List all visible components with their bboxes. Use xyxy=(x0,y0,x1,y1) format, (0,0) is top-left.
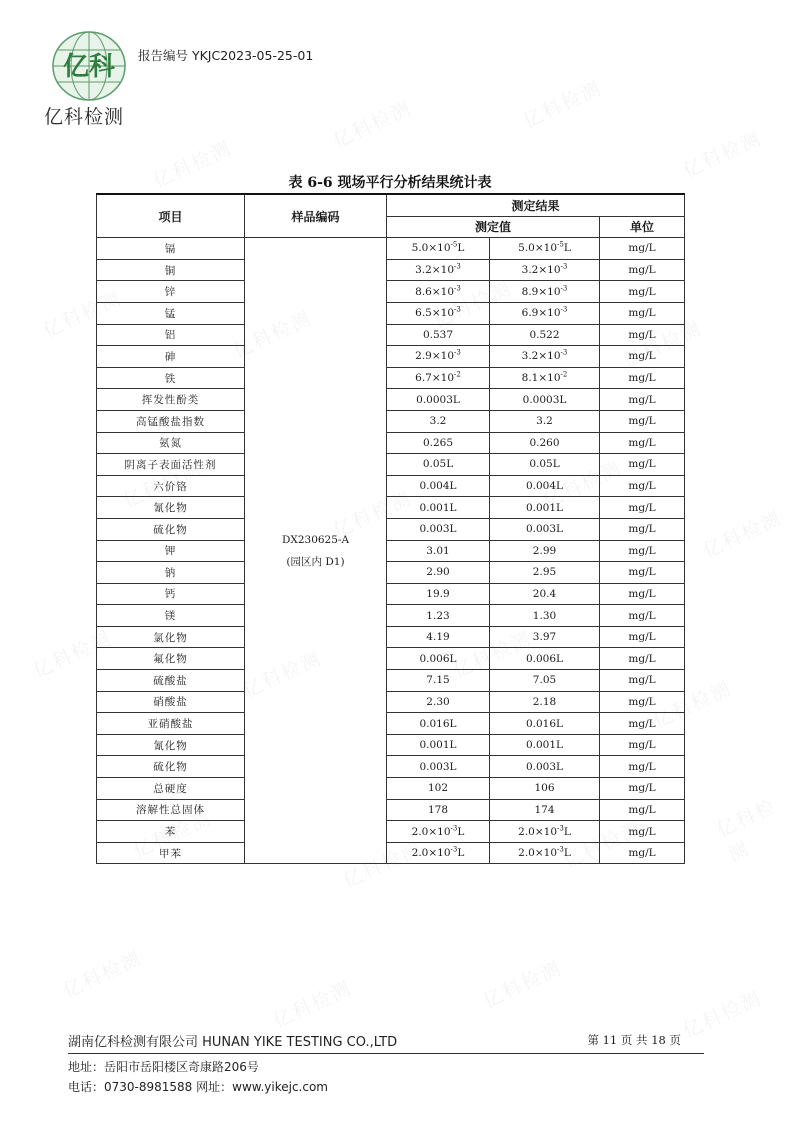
table-row xyxy=(97,367,685,389)
item-name: 砷 xyxy=(97,346,245,368)
table-row xyxy=(97,605,685,627)
value-base: 102 xyxy=(427,782,449,795)
unit-cell: mg/L xyxy=(600,670,685,692)
value-exponent: -2 xyxy=(560,370,568,379)
value-base: 2.99 xyxy=(532,544,557,557)
value-base: 3.2 xyxy=(429,415,447,428)
value-base: 0.001L xyxy=(525,501,564,514)
sample-location: (园区内 D1) xyxy=(286,555,345,568)
table-row xyxy=(97,756,685,778)
measured-value xyxy=(490,281,600,303)
value-base: 2.0×10 xyxy=(411,825,451,838)
item-name: 锌 xyxy=(97,281,245,303)
value-base: 2.0×10 xyxy=(518,847,558,860)
unit-cell: mg/L xyxy=(600,259,685,281)
value-base: 6.9×10 xyxy=(521,307,561,320)
value-base: 3.2×10 xyxy=(521,264,561,277)
watermark-text xyxy=(712,787,793,867)
watermark-text xyxy=(58,944,146,1004)
measured-value xyxy=(387,324,490,346)
measured-value xyxy=(490,583,600,605)
table-row xyxy=(97,562,685,584)
table-row xyxy=(97,713,685,735)
value-base: 0.265 xyxy=(422,436,454,449)
item-name: 亚硝酸盐 xyxy=(97,713,245,735)
item-name: 溶解性总固体 xyxy=(97,799,245,821)
value-base: 7.05 xyxy=(532,674,557,687)
measured-value xyxy=(387,626,490,648)
value-suffix: L xyxy=(563,825,571,838)
value-base: 19.9 xyxy=(426,587,450,600)
value-base: 8.9×10 xyxy=(521,285,561,298)
measured-value xyxy=(387,367,490,389)
item-name: 高锰酸盐指数 xyxy=(97,410,245,432)
table-row xyxy=(97,281,685,303)
value-base: 0.537 xyxy=(422,328,454,341)
unit-cell: mg/L xyxy=(600,475,685,497)
table-row xyxy=(97,778,685,800)
measured-value xyxy=(490,367,600,389)
unit-cell: mg/L xyxy=(600,497,685,519)
value-base: 5.0×10 xyxy=(411,242,451,255)
value-base: 2.0×10 xyxy=(518,825,558,838)
value-base: 3.01 xyxy=(426,544,450,557)
measured-value xyxy=(387,691,490,713)
table-row xyxy=(97,497,685,519)
value-suffix: L xyxy=(457,242,465,255)
page-number: 第 11 页 共 18 页 xyxy=(587,1033,681,1047)
measured-value xyxy=(490,475,600,497)
item-name: 六价铬 xyxy=(97,475,245,497)
measured-value xyxy=(490,713,600,735)
item-name: 总硬度 xyxy=(97,778,245,800)
unit-cell: mg/L xyxy=(600,367,685,389)
item-name: 硫化物 xyxy=(97,756,245,778)
value-exponent: -3 xyxy=(450,824,458,833)
value-base: 2.0×10 xyxy=(411,847,451,860)
value-base: 0.05L xyxy=(529,458,560,471)
value-exponent: -3 xyxy=(454,305,461,314)
unit-cell: mg/L xyxy=(600,842,685,864)
value-base: 0.001L xyxy=(525,739,564,752)
measured-value xyxy=(490,778,600,800)
watermark-text xyxy=(478,954,566,1014)
unit-cell: mg/L xyxy=(600,346,685,368)
value-exponent: -3 xyxy=(560,305,568,314)
value-base: 3.2 xyxy=(536,415,553,428)
unit-cell: mg/L xyxy=(600,454,685,476)
measured-value xyxy=(490,324,600,346)
value-exponent: -3 xyxy=(557,845,564,854)
value-base: 3.97 xyxy=(532,631,557,644)
logo-text: 亿科 xyxy=(62,52,116,82)
footer-contact: 电话：0730-8981588 网址：www.yikejc.com xyxy=(68,1080,328,1094)
value-base: 20.4 xyxy=(532,587,557,600)
value-base: 7.15 xyxy=(426,674,450,687)
results-table xyxy=(96,193,685,864)
measured-value xyxy=(490,238,600,260)
unit-cell: mg/L xyxy=(600,648,685,670)
measured-value xyxy=(387,302,490,324)
table-row xyxy=(97,583,685,605)
unit-cell: mg/L xyxy=(600,389,685,411)
watermark-text xyxy=(698,504,786,564)
item-name: 镉 xyxy=(97,238,245,260)
footer-company: 湖南亿科检测有限公司 HUNAN YIKE TESTING CO.,LTD xyxy=(68,1035,398,1050)
value-exponent: -3 xyxy=(454,262,461,271)
header-row xyxy=(97,194,685,216)
unit-cell: mg/L xyxy=(600,821,685,843)
measured-value xyxy=(387,670,490,692)
value-base: 2.90 xyxy=(426,566,450,579)
value-exponent: -3 xyxy=(454,284,461,293)
value-exponent: -3 xyxy=(450,845,458,854)
measured-value xyxy=(387,454,490,476)
watermark-text xyxy=(678,124,766,184)
table-row xyxy=(97,389,685,411)
unit-cell: mg/L xyxy=(600,778,685,800)
footer-divider xyxy=(68,1053,704,1054)
measured-value xyxy=(490,799,600,821)
item-name: 氯化物 xyxy=(97,626,245,648)
measured-value xyxy=(387,778,490,800)
value-base: 2.95 xyxy=(532,566,557,579)
value-base: 2.18 xyxy=(532,695,557,708)
value-base: 6.5×10 xyxy=(415,307,455,320)
value-base: 0.001L xyxy=(419,739,457,752)
item-name: 硝酸盐 xyxy=(97,691,245,713)
value-base: 0.0003L xyxy=(522,393,567,406)
footer-address: 地址：岳阳市岳阳楼区奇康路206号 xyxy=(68,1060,259,1074)
unit-cell: mg/L xyxy=(600,691,685,713)
unit-cell: mg/L xyxy=(600,540,685,562)
value-base: 6.7×10 xyxy=(415,372,455,385)
measured-value xyxy=(387,756,490,778)
value-suffix: L xyxy=(457,825,465,838)
unit-cell: mg/L xyxy=(600,432,685,454)
table-row xyxy=(97,432,685,454)
measured-value xyxy=(490,734,600,756)
measured-value xyxy=(387,605,490,627)
value-base: 8.1×10 xyxy=(521,372,561,385)
value-base: 0.260 xyxy=(529,436,560,449)
measured-value xyxy=(387,713,490,735)
value-base: 2.9×10 xyxy=(415,350,455,363)
measured-value xyxy=(490,302,600,324)
value-base: 3.2×10 xyxy=(521,350,561,363)
item-name: 氨氮 xyxy=(97,432,245,454)
watermark-text xyxy=(268,974,356,1034)
value-base: 106 xyxy=(534,782,555,795)
measured-value xyxy=(387,540,490,562)
value-base: 0.016L xyxy=(525,717,564,730)
table-row xyxy=(97,346,685,368)
sample-code-cell xyxy=(245,238,387,864)
value-exponent: -3 xyxy=(454,348,461,357)
table-row xyxy=(97,540,685,562)
watermark-text xyxy=(678,984,766,1044)
unit-cell: mg/L xyxy=(600,734,685,756)
value-exponent: -5 xyxy=(450,240,458,249)
measured-value xyxy=(387,389,490,411)
measured-value xyxy=(387,842,490,864)
value-base: 0.004L xyxy=(419,480,457,493)
value-base: 0.006L xyxy=(419,652,457,665)
table-title: 表 6-6 现场平行分析结果统计表 xyxy=(288,175,492,191)
measured-value xyxy=(387,799,490,821)
value-base: 0.003L xyxy=(419,523,457,536)
unit-cell: mg/L xyxy=(600,562,685,584)
item-name: 铜 xyxy=(97,259,245,281)
item-name: 硫酸盐 xyxy=(97,670,245,692)
table-row xyxy=(97,518,685,540)
item-name: 钠 xyxy=(97,562,245,584)
table-row xyxy=(97,691,685,713)
sample-code: DX230625-A xyxy=(281,533,350,546)
report-number: 报告编号 YKJC2023-05-25-01 xyxy=(138,48,314,63)
measured-value xyxy=(490,259,600,281)
item-name: 钙 xyxy=(97,583,245,605)
measured-value xyxy=(387,432,490,454)
item-name: 阴离子表面活性剂 xyxy=(97,454,245,476)
value-base: 0.003L xyxy=(525,523,564,536)
measured-value xyxy=(387,497,490,519)
table-row xyxy=(97,410,685,432)
measured-value xyxy=(387,259,490,281)
measured-value xyxy=(387,734,490,756)
measured-value xyxy=(490,756,600,778)
unit-cell: mg/L xyxy=(600,583,685,605)
measured-value xyxy=(387,648,490,670)
measured-value xyxy=(490,497,600,519)
value-suffix: L xyxy=(457,847,465,860)
unit-cell: mg/L xyxy=(600,756,685,778)
value-base: 0.0003L xyxy=(416,393,460,406)
measured-value xyxy=(387,410,490,432)
measured-value xyxy=(490,821,600,843)
table-row xyxy=(97,821,685,843)
measured-value xyxy=(490,626,600,648)
value-base: 174 xyxy=(534,803,555,816)
measured-value xyxy=(490,562,600,584)
measured-value xyxy=(387,281,490,303)
value-base: 0.05L xyxy=(422,458,454,471)
table-row xyxy=(97,842,685,864)
value-base: 0.003L xyxy=(419,760,457,773)
unit-cell: mg/L xyxy=(600,799,685,821)
table-body xyxy=(97,238,685,864)
logo-name: 亿科检测 xyxy=(44,106,125,128)
table-row xyxy=(97,648,685,670)
value-base: 178 xyxy=(427,803,449,816)
value-base: 2.30 xyxy=(426,695,450,708)
header-item: 项目 xyxy=(97,194,245,238)
value-base: 0.016L xyxy=(419,717,457,730)
item-name: 铝 xyxy=(97,324,245,346)
measured-value xyxy=(490,518,600,540)
item-name: 甲苯 xyxy=(97,842,245,864)
item-name: 钾 xyxy=(97,540,245,562)
measured-value xyxy=(387,562,490,584)
header-sample-code: 样品编码 xyxy=(245,194,387,238)
item-name: 铁 xyxy=(97,367,245,389)
table-row xyxy=(97,259,685,281)
value-suffix: L xyxy=(563,847,571,860)
table-row xyxy=(97,302,685,324)
table-row xyxy=(97,734,685,756)
measured-value xyxy=(490,540,600,562)
unit-cell: mg/L xyxy=(600,713,685,735)
unit-cell: mg/L xyxy=(600,626,685,648)
table-row xyxy=(97,670,685,692)
table-row xyxy=(97,238,685,260)
unit-cell: mg/L xyxy=(600,302,685,324)
watermark-text xyxy=(328,94,416,154)
value-base: 0.001L xyxy=(419,501,457,514)
measured-value xyxy=(490,454,600,476)
value-base: 0.003L xyxy=(525,760,564,773)
measured-value xyxy=(387,821,490,843)
item-name: 硫化物 xyxy=(97,518,245,540)
measured-value xyxy=(490,648,600,670)
table-row xyxy=(97,475,685,497)
value-base: 4.19 xyxy=(426,631,450,644)
value-base: 0.004L xyxy=(525,480,564,493)
measured-value xyxy=(387,475,490,497)
globe-logo-icon xyxy=(44,30,134,102)
measured-value xyxy=(490,346,600,368)
value-base: 0.006L xyxy=(525,652,564,665)
unit-cell: mg/L xyxy=(600,518,685,540)
unit-cell: mg/L xyxy=(600,410,685,432)
item-name: 挥发性酚类 xyxy=(97,389,245,411)
item-name: 镁 xyxy=(97,605,245,627)
measured-value xyxy=(387,346,490,368)
value-base: 1.23 xyxy=(426,609,450,622)
item-name: 氟化物 xyxy=(97,648,245,670)
table-row xyxy=(97,626,685,648)
header-measured: 测定值 xyxy=(387,216,600,238)
measured-value xyxy=(490,432,600,454)
item-name: 氰化物 xyxy=(97,734,245,756)
value-base: 0.522 xyxy=(529,328,560,341)
value-base: 1.30 xyxy=(532,609,557,622)
unit-cell: mg/L xyxy=(600,605,685,627)
measured-value xyxy=(387,583,490,605)
value-suffix: L xyxy=(563,242,571,255)
table-row xyxy=(97,324,685,346)
unit-cell: mg/L xyxy=(600,281,685,303)
watermark-text xyxy=(518,74,606,134)
value-base: 5.0×10 xyxy=(518,242,558,255)
measured-value xyxy=(387,518,490,540)
unit-cell: mg/L xyxy=(600,324,685,346)
measured-value xyxy=(490,670,600,692)
value-base: 3.2×10 xyxy=(415,264,455,277)
item-name: 苯 xyxy=(97,821,245,843)
measured-value xyxy=(490,842,600,864)
item-name: 氰化物 xyxy=(97,497,245,519)
value-exponent: -3 xyxy=(560,348,568,357)
item-name: 锰 xyxy=(97,302,245,324)
measured-value xyxy=(490,605,600,627)
measured-value xyxy=(387,238,490,260)
value-exponent: -5 xyxy=(557,240,564,249)
table-row xyxy=(97,454,685,476)
measured-value xyxy=(490,410,600,432)
header-result: 测定结果 xyxy=(387,194,685,216)
unit-cell: mg/L xyxy=(600,238,685,260)
value-exponent: -3 xyxy=(560,262,568,271)
measured-value xyxy=(490,691,600,713)
value-exponent: -2 xyxy=(454,370,461,379)
header-unit: 单位 xyxy=(600,216,685,238)
value-base: 8.6×10 xyxy=(415,285,455,298)
table-row xyxy=(97,799,685,821)
value-exponent: -3 xyxy=(557,824,564,833)
value-exponent: -3 xyxy=(560,284,568,293)
measured-value xyxy=(490,389,600,411)
